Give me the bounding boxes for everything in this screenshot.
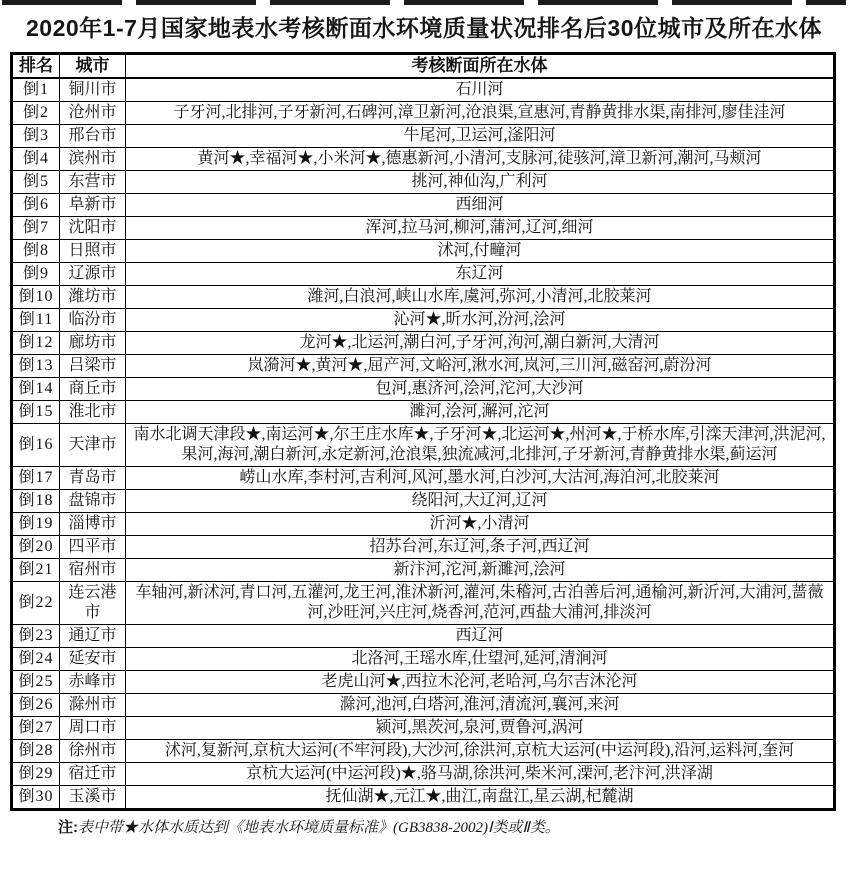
rank-cell: 倒1 — [12, 78, 60, 102]
city-cell: 临汾市 — [60, 309, 126, 332]
waters-cell: 牛尾河,卫运河,滏阳河 — [126, 125, 835, 148]
table-row — [12, 378, 835, 401]
table-row — [12, 424, 835, 467]
city-cell: 徐州市 — [60, 740, 126, 763]
city-cell: 滨州市 — [60, 148, 126, 171]
waters-cell: 沭河,付疃河 — [126, 240, 835, 263]
waters-cell: 崂山水库,李村河,吉利河,风河,墨水河,白沙河,大沽河,海泊河,北胶莱河 — [126, 467, 835, 490]
rank-cell: 倒16 — [12, 424, 60, 467]
city-cell: 东营市 — [60, 171, 126, 194]
city-cell: 盘锦市 — [60, 490, 126, 513]
waters-cell: 岚漪河★,黄河★,屈产河,文峪河,湫水河,岚河,三川河,磁窑河,蔚汾河 — [126, 355, 835, 378]
city-cell: 沧州市 — [60, 102, 126, 125]
water-quality-ranking-table — [10, 52, 836, 811]
table-row — [12, 309, 835, 332]
waters-cell: 包河,惠济河,浍河,沱河,大沙河 — [126, 378, 835, 401]
table-row — [12, 194, 835, 217]
city-cell: 商丘市 — [60, 378, 126, 401]
table-header-row — [12, 54, 835, 79]
city-cell: 玉溪市 — [60, 786, 126, 810]
table-row — [12, 513, 835, 536]
rank-cell: 倒17 — [12, 467, 60, 490]
rank-cell: 倒11 — [12, 309, 60, 332]
rank-cell: 倒23 — [12, 625, 60, 648]
waters-cell: 子牙河,北排河,子牙新河,石碑河,漳卫新河,沧浪渠,宣惠河,青静黄排水渠,南排河,廖佳洼河 — [126, 102, 835, 125]
table-row — [12, 694, 835, 717]
waters-cell: 颍河,黑茨河,泉河,贾鲁河,涡河 — [126, 717, 835, 740]
city-cell: 阜新市 — [60, 194, 126, 217]
table-row — [12, 171, 835, 194]
table-row — [12, 559, 835, 582]
table-row — [12, 536, 835, 559]
waters-cell: 挑河,神仙沟,广利河 — [126, 171, 835, 194]
city-cell: 邢台市 — [60, 125, 126, 148]
rank-cell: 倒28 — [12, 740, 60, 763]
rank-cell: 倒10 — [12, 286, 60, 309]
city-cell: 延安市 — [60, 648, 126, 671]
waters-cell: 西细河 — [126, 194, 835, 217]
city-cell: 廊坊市 — [60, 332, 126, 355]
table-row — [12, 582, 835, 625]
table-row — [12, 490, 835, 513]
page-title: 2020年1-7月国家地表水考核断面水环境质量状况排名后30位城市及所在水体 — [26, 15, 822, 41]
waters-cell: 石川河 — [126, 78, 835, 102]
rank-cell: 倒15 — [12, 401, 60, 424]
rank-cell: 倒12 — [12, 332, 60, 355]
header-rank: 排名 — [12, 54, 60, 79]
waters-cell: 濉河,浍河,澥河,沱河 — [126, 401, 835, 424]
city-cell: 青岛市 — [60, 467, 126, 490]
rank-cell: 倒14 — [12, 378, 60, 401]
table-row — [12, 786, 835, 810]
waters-cell: 京杭大运河(中运河段)★,骆马湖,徐洪河,柴米河,溧河,老汴河,洪泽湖 — [126, 763, 835, 786]
table-row — [12, 467, 835, 490]
waters-cell: 浑河,拉马河,柳河,蒲河,辽河,细河 — [126, 217, 835, 240]
table-row — [12, 240, 835, 263]
rank-cell: 倒24 — [12, 648, 60, 671]
table-row — [12, 125, 835, 148]
city-cell: 周口市 — [60, 717, 126, 740]
waters-cell: 招苏台河,东辽河,条子河,西辽河 — [126, 536, 835, 559]
rank-cell: 倒13 — [12, 355, 60, 378]
rank-cell: 倒8 — [12, 240, 60, 263]
footnote — [58, 818, 838, 838]
table-row — [12, 286, 835, 309]
waters-cell: 新汴河,沱河,新濉河,浍河 — [126, 559, 835, 582]
city-cell: 潍坊市 — [60, 286, 126, 309]
city-cell: 天津市 — [60, 424, 126, 467]
waters-cell: 老虎山河★,西拉木沦河,老哈河,乌尔吉沐沦河 — [126, 671, 835, 694]
waters-cell: 东辽河 — [126, 263, 835, 286]
table-row — [12, 332, 835, 355]
rank-cell: 倒18 — [12, 490, 60, 513]
city-cell: 宿州市 — [60, 559, 126, 582]
rank-cell: 倒20 — [12, 536, 60, 559]
footnote-label: 注: — [58, 819, 78, 836]
table-row — [12, 648, 835, 671]
rank-cell: 倒6 — [12, 194, 60, 217]
rank-cell: 倒22 — [12, 582, 60, 625]
city-cell: 淄博市 — [60, 513, 126, 536]
city-cell: 四平市 — [60, 536, 126, 559]
table-row — [12, 78, 835, 102]
city-cell: 宿迁市 — [60, 763, 126, 786]
table-row — [12, 148, 835, 171]
table-row — [12, 401, 835, 424]
city-cell: 淮北市 — [60, 401, 126, 424]
waters-cell: 潍河,白浪河,峡山水库,虞河,弥河,小清河,北胶莱河 — [126, 286, 835, 309]
waters-cell: 绕阳河,大辽河,辽河 — [126, 490, 835, 513]
footnote-text: 表中带★水体水质达到《地表水环境质量标准》(GB3838-2002)Ⅰ类或Ⅱ类。 — [78, 820, 560, 836]
table-row — [12, 717, 835, 740]
table-row — [12, 625, 835, 648]
table-body — [12, 78, 835, 810]
header-waters: 考核断面所在水体 — [126, 54, 835, 79]
rank-cell: 倒4 — [12, 148, 60, 171]
waters-cell: 沂河★,小清河 — [126, 513, 835, 536]
city-cell: 吕梁市 — [60, 355, 126, 378]
waters-cell: 黄河★,幸福河★,小米河★,德惠新河,小清河,支脉河,徒骇河,漳卫新河,潮河,马颊河 — [126, 148, 835, 171]
waters-cell: 西辽河 — [126, 625, 835, 648]
city-cell: 日照市 — [60, 240, 126, 263]
city-cell: 沈阳市 — [60, 217, 126, 240]
waters-cell: 北洛河,王瑶水库,仕望河,延河,清涧河 — [126, 648, 835, 671]
rank-cell: 倒26 — [12, 694, 60, 717]
rank-cell: 倒9 — [12, 263, 60, 286]
city-cell: 滁州市 — [60, 694, 126, 717]
table-header — [12, 54, 835, 79]
rank-cell: 倒27 — [12, 717, 60, 740]
city-cell: 连云港市 — [60, 582, 126, 625]
table-row — [12, 763, 835, 786]
header-city: 城市 — [60, 54, 126, 79]
rank-cell: 倒3 — [12, 125, 60, 148]
table-row — [12, 102, 835, 125]
waters-cell: 滁河,池河,白塔河,淮河,清流河,襄河,来河 — [126, 694, 835, 717]
waters-cell: 沁河★,昕水河,汾河,浍河 — [126, 309, 835, 332]
rank-cell: 倒29 — [12, 763, 60, 786]
rank-cell: 倒19 — [12, 513, 60, 536]
table-row — [12, 217, 835, 240]
rank-cell: 倒21 — [12, 559, 60, 582]
waters-cell: 抚仙湖★,元江★,曲江,南盘江,星云湖,杞麓湖 — [126, 786, 835, 810]
document-page — [0, 5, 848, 838]
table-row — [12, 263, 835, 286]
waters-cell: 沭河,复新河,京杭大运河(不牢河段),大沙河,徐洪河,京杭大运河(中运河段),沿河,运料河,奎河 — [126, 740, 835, 763]
rank-cell: 倒25 — [12, 671, 60, 694]
city-cell: 通辽市 — [60, 625, 126, 648]
table-row — [12, 671, 835, 694]
table-row — [12, 355, 835, 378]
waters-cell: 车轴河,新沭河,青口河,五灌河,龙王河,淮沭新河,灌河,朱稽河,古泊善后河,通榆河,新沂河,大浦河,蔷薇河,沙旺河,兴庄河,烧香河,范河,西盐大浦河,排淡河 — [126, 582, 835, 625]
waters-cell: 龙河★,北运河,潮白河,子牙河,泃河,潮白新河,大清河 — [126, 332, 835, 355]
rank-cell: 倒30 — [12, 786, 60, 810]
rank-cell: 倒5 — [12, 171, 60, 194]
rank-cell: 倒7 — [12, 217, 60, 240]
city-cell: 铜川市 — [60, 78, 126, 102]
city-cell: 辽源市 — [60, 263, 126, 286]
rank-cell: 倒2 — [12, 102, 60, 125]
city-cell: 赤峰市 — [60, 671, 126, 694]
waters-cell: 南水北调天津段★,南运河★,尔王庄水库★,子牙河★,北运河★,州河★,于桥水库,引滦天津河,洪泥河,果河,海河,潮白新河,永定新河,沧浪渠,独流减河,北排河,子牙新河,青静黄排水渠,蓟运河 — [126, 424, 835, 467]
table-row — [12, 740, 835, 763]
